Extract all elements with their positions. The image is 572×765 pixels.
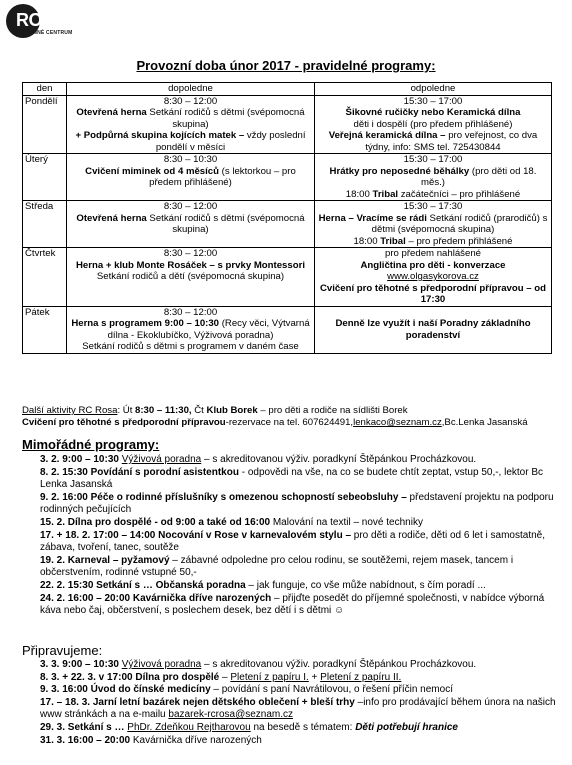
- bold-text: s prvky Montessori: [217, 259, 305, 271]
- cell-line: [317, 318, 549, 341]
- link[interactable]: bazarek-rcrosa@seznam.cz: [168, 709, 294, 721]
- underlined-text: Výživová poradna: [121, 659, 202, 670]
- afternoon-cell: [315, 306, 552, 353]
- text: –: [219, 671, 231, 683]
- cell-line: [69, 154, 312, 166]
- day-cell: Úterý: [23, 154, 67, 201]
- text: – pro děti a rodiče na sídlišti Borek: [257, 405, 408, 416]
- day-cell: Čtvrtek: [23, 248, 67, 307]
- bold-text: Hrátky pro neposedné běhálky: [329, 165, 470, 177]
- text: (pro děti od 18. měs.): [421, 165, 537, 188]
- activity-line: [22, 417, 562, 429]
- bold-text: Tribal: [380, 235, 406, 247]
- text: na besedě s tématem:: [250, 721, 356, 733]
- text: 18:00: [345, 188, 373, 200]
- text: Čt: [191, 405, 207, 416]
- bold-text: 17. + 18. 2. 17:00 – 14:00 Nocování v Rose v karnevalovém stylu –: [40, 529, 352, 541]
- morning-cell: [67, 95, 315, 154]
- text: pro předem nahlášené: [384, 248, 481, 259]
- program-item: [40, 492, 560, 517]
- text: 15:30 – 17:00: [403, 95, 463, 107]
- text: – povídání s paní Navrátilovou, o řešení příčin nemocí: [210, 684, 453, 696]
- underlined-text: Pletení z papíru II.: [320, 671, 402, 683]
- logo-subtitle: RODINNÉ CENTRUM: [20, 30, 73, 36]
- text: 8:30 – 12:00: [163, 95, 218, 107]
- other-activities: [22, 405, 562, 430]
- program-item: [40, 530, 560, 555]
- logo-name: ROSA: [16, 10, 67, 30]
- bold-text: 8. 2. 15:30 Povídání s porodní asistentkou: [40, 466, 239, 478]
- link[interactable]: lenkaco@seznam.cz: [353, 417, 442, 429]
- text: 18:00: [353, 235, 381, 247]
- text: 15:30 – 17:00: [403, 154, 463, 165]
- text: (s lektorkou – pro předem přihlášené): [149, 165, 296, 188]
- text: Setkání rodičů s dětmi (svépomocná skupina): [146, 107, 305, 130]
- cell-line: [317, 248, 549, 260]
- program-item: [40, 735, 560, 748]
- text: Setkání rodičů s dětmi (svépomocná skupina): [146, 212, 305, 235]
- cell-line: [317, 201, 549, 213]
- logo: [6, 4, 76, 40]
- text: – přijďte posedět do příjemné společnosti, v nabídce výborná káva nebo čaj, občerstvení, s poslechem desek, bez dětí i s dětmi ☺: [40, 592, 545, 617]
- text: ,Bc.Lenka Jasanská: [441, 417, 528, 429]
- bold-text: 8. 3. + 22. 3. v 17:00 Dílna pro dospělé: [40, 671, 220, 683]
- text: vždy poslední pondělí v měsíci: [155, 130, 306, 153]
- bold-text: 15. 2. Dílna pro dospělé - od 9:00 a také od 16:00: [40, 516, 271, 528]
- bold-text: Denně lze využít i naší Poradny základního poradenství: [335, 318, 531, 341]
- cell-line: [317, 107, 549, 119]
- page-title: [0, 58, 572, 74]
- bold-text: + Podpůrná skupina kojících matek –: [75, 130, 245, 141]
- schedule-table: [22, 82, 552, 354]
- cell-line: [317, 260, 549, 272]
- bold-text: Tribal: [372, 188, 399, 200]
- bold-text: Šikovné ručičky nebo Keramická dílna: [345, 107, 521, 118]
- bold-text: 8:30 – 11:30,: [135, 405, 192, 416]
- text: – jak funguje, co vše může nabídnout, s čím poradí ...: [245, 579, 486, 591]
- bold-text: 19. 2. Karneval – pyžamový: [40, 554, 170, 566]
- text: Kavárnička dříve narozených: [130, 734, 262, 746]
- text: – pro předem přihlášené: [405, 235, 513, 247]
- bold-text: 3. 2. 9:00 – 10:30: [40, 454, 119, 465]
- text: -rezervace na tel. 607624491,: [225, 417, 354, 429]
- bold-text: 3. 3. 9:00 – 10:30: [40, 659, 119, 670]
- program-item: [40, 659, 560, 672]
- bold-text: 9. 2. 16:00 Péče o rodinné příslušníky s omezenou schopností sebeobsluhy –: [40, 491, 407, 503]
- day-cell: Pátek: [23, 306, 67, 353]
- bold-text: 17. – 18. 3. Jarní letní bazárek nejen dětského oblečení + bleší trhy: [40, 696, 355, 708]
- bold-text: Cvičení pro těhotné s předporodní přípravou: [22, 417, 226, 429]
- cell-line: [317, 213, 549, 236]
- text: 8:30 – 12:00: [163, 248, 218, 259]
- bold-text: Klub Borek: [206, 405, 258, 416]
- bold-text: 9. 3. 16:00 Úvod do čínské medicíny: [40, 684, 211, 696]
- link[interactable]: www.olgasykorova.cz: [387, 271, 479, 282]
- bold-text: Herna + klub Monte Rosáček –: [75, 259, 218, 271]
- cell-line: [69, 201, 312, 213]
- cell-line: [69, 341, 312, 353]
- cell-line: [69, 213, 312, 236]
- text: - odpovědi na vše, na co se budete chtít zeptat, vstup 50,-, lektor Bc Lenka Jasanská: [40, 466, 544, 491]
- morning-cell: [67, 201, 315, 248]
- text: (Recy věci, Výtvarná dílna - Ekoklubíčko, Výživová poradna): [107, 318, 310, 341]
- text: Setkání rodičů s dětmi s programem v daném čase: [82, 341, 299, 352]
- bold-text: 31. 3. 16:00 – 20:00: [40, 734, 131, 746]
- morning-cell: [67, 248, 315, 307]
- day-cell: Pondělí: [23, 95, 67, 154]
- activity-line: [22, 405, 562, 417]
- cell-line: [317, 189, 549, 201]
- cell-line: [317, 236, 549, 248]
- schedule-header-row: [23, 83, 552, 96]
- schedule-row: [23, 248, 552, 307]
- special-programs-heading: Mimořádné programy:: [22, 437, 160, 452]
- cell-line: [317, 130, 549, 153]
- morning-cell: [67, 154, 315, 201]
- header-am: dopoledne: [67, 83, 315, 96]
- bold-text: Cvičení miminek od 4 měsíců: [85, 165, 220, 177]
- cell-line: [69, 307, 312, 319]
- text: – s akreditovanou výživ. poradkyní Štěpánkou Procházkovou.: [201, 659, 477, 670]
- cell-line: [69, 248, 312, 260]
- bold-text: 29. 3. Setkání s …: [40, 721, 125, 733]
- morning-cell: [67, 306, 315, 353]
- afternoon-cell: [315, 95, 552, 154]
- text: Setkání rodičů a dětí (svépomocná skupina): [96, 271, 285, 282]
- underlined-text: Další aktivity RC Rosa: [22, 405, 118, 416]
- upcoming-list: [40, 659, 560, 747]
- day-cell: Středa: [23, 201, 67, 248]
- text: – zábavné odpoledne pro celou rodinu, se soutěžemi, rejem masek, tancem i občerstvením, rodinné vstupné 50,-: [40, 554, 514, 579]
- cell-line: [69, 130, 312, 153]
- header-pm: odpoledne: [315, 83, 552, 96]
- cell-line: [69, 260, 312, 272]
- program-item: [40, 697, 560, 722]
- cell-line: [317, 166, 549, 189]
- bold-text: Angličtina pro děti - konverzace: [360, 259, 506, 271]
- program-item: [40, 467, 560, 492]
- bold-italic-text: Děti potřebují hranice: [355, 721, 458, 733]
- upcoming-heading: Připravujeme:: [22, 643, 103, 658]
- afternoon-cell: [315, 248, 552, 307]
- text: – s akreditovanou výživ. poradkyní Štěpánkou Procházkovou.: [201, 454, 477, 465]
- bold-text: Otevřená herna: [76, 212, 147, 224]
- underlined-text: Výživová poradna: [121, 454, 202, 465]
- text: představení projektu na podporu rodinných pečujících: [40, 491, 554, 516]
- text: –info pro prodávající během února na našich www stránkách a na e-mailu: [40, 696, 556, 721]
- schedule-row: [23, 201, 552, 248]
- program-item: [40, 454, 560, 467]
- underlined-text: Pletení z papíru I.: [230, 671, 309, 683]
- text: Setkání rodičů (prarodičů) s dětmi (svépomocná skupina): [371, 212, 548, 235]
- cell-line: [317, 96, 549, 108]
- bold-text: Cvičení pro těhotné s předporodní přípravou – od 17:30: [319, 282, 546, 305]
- schedule-row: [23, 306, 552, 353]
- bold-text: 22. 2. 15:30 Setkání s … Občanská poradna: [40, 579, 246, 591]
- text: pro veřejnost, co dva týdny, info: SMS tel. 725430844: [365, 130, 538, 153]
- program-item: [40, 517, 560, 530]
- special-programs-list: [40, 454, 560, 618]
- afternoon-cell: [315, 201, 552, 248]
- cell-line: [69, 107, 312, 130]
- bold-text: Herna s programem 9:00 – 10:30: [71, 318, 220, 329]
- title-text: Provozní doba únor 2017 - pravidelné programy: [136, 58, 432, 73]
- text: Malování na textil – nové techniky: [270, 516, 423, 528]
- cell-line: [69, 318, 312, 341]
- bold-text: Herna – Vracíme se rádi: [318, 212, 427, 224]
- text: 8:30 – 12:00: [163, 306, 218, 318]
- text: děti i dospělí (pro předem přihlášené): [353, 118, 513, 130]
- program-item: [40, 684, 560, 697]
- program-item: [40, 555, 560, 580]
- program-item: [40, 593, 560, 618]
- cell-line: [317, 154, 549, 166]
- title-colon: :: [431, 58, 436, 73]
- cell-line: [69, 271, 312, 283]
- bold-text: 24. 2. 16:00 – 20:00 Kavárnička dříve narozených: [40, 592, 272, 604]
- text: 15:30 – 17:30: [403, 201, 463, 212]
- program-item: [40, 722, 560, 735]
- bold-text: Veřejná keramická dílna –: [328, 130, 446, 141]
- text: 8:30 – 12:00: [163, 201, 218, 212]
- afternoon-cell: [315, 154, 552, 201]
- bold-text: Otevřená herna: [76, 107, 147, 118]
- schedule-row: [23, 95, 552, 154]
- program-item: [40, 672, 560, 685]
- text: +: [308, 671, 321, 683]
- cell-line: [69, 96, 312, 108]
- schedule-row: [23, 154, 552, 201]
- header-day: den: [23, 83, 67, 96]
- text: 8:30 – 10:30: [163, 154, 218, 165]
- cell-line: [317, 283, 549, 306]
- cell-line: [69, 166, 312, 189]
- program-item: [40, 580, 560, 593]
- text: : Út: [117, 405, 136, 416]
- text: pro děti a rodiče, děti od 6 let i samostatně, zábava, tvoření, tanec, soutěže: [40, 529, 546, 554]
- cell-line: [317, 271, 549, 283]
- underlined-text: PhDr. Zdeňkou Rejtharovou: [127, 721, 251, 733]
- cell-line: [317, 119, 549, 131]
- text: začátečníci – pro přihlášené: [398, 188, 521, 200]
